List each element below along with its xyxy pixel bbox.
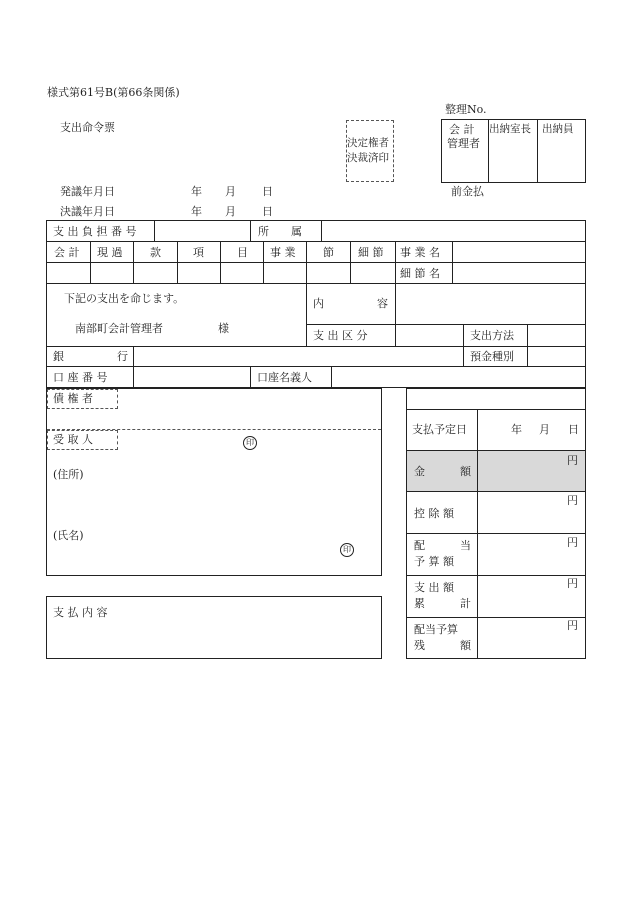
grid-line: [527, 324, 528, 346]
grid-line: [154, 220, 155, 241]
grid-line: [350, 241, 351, 283]
decision-line-1: 決定権者: [347, 137, 389, 149]
yokin-shubetsu-label: 預金種別: [470, 350, 514, 363]
zangaku-label-2b: 額: [460, 639, 471, 652]
yoteibi-nen: 年: [511, 423, 522, 436]
approval-suitouin: 出納員: [542, 123, 574, 135]
kou-label: 項: [193, 246, 204, 259]
decision-line-2: 決裁済印: [347, 152, 389, 164]
grid-line: [133, 241, 134, 283]
grid-line: [306, 283, 307, 346]
grid-line: [46, 346, 586, 347]
grid-line: [527, 346, 528, 366]
yoteibi-hi: 日: [568, 423, 579, 436]
ginkou-label-b: 行: [117, 350, 128, 363]
kingaku-label-a: 金: [414, 465, 425, 478]
grid-line: [395, 241, 396, 283]
order-line-2: 南部町会計管理者: [75, 322, 163, 335]
yen-3: 円: [567, 536, 578, 549]
setsu-label: 節: [323, 246, 334, 259]
grid-line: [331, 366, 332, 388]
yen-1: 円: [567, 454, 578, 467]
zangaku-label-2a: 残: [414, 639, 425, 652]
grid-line: [463, 346, 464, 366]
grid-line: [452, 241, 453, 283]
form-style-note: 様式第61号B(第66条関係): [47, 86, 180, 99]
kaikei-label: 会 計: [54, 246, 80, 259]
moku-label: 目: [237, 246, 248, 259]
yen-4: 円: [567, 577, 578, 590]
grid-line: [306, 324, 586, 325]
ketsugi-nen: 年: [191, 205, 202, 218]
zangaku-label-1: 配当予算: [414, 623, 458, 636]
grid-line: [395, 283, 586, 284]
yen-5: 円: [567, 619, 578, 632]
grid-line: [46, 241, 586, 242]
maekinbarai-label: 前金払: [451, 185, 484, 198]
order-sama: 様: [218, 322, 229, 335]
uketorinin-label: 受 取 人: [53, 433, 93, 446]
kingaku-label-b: 額: [460, 465, 471, 478]
grid-line: [250, 366, 251, 388]
grid-line: [477, 409, 478, 659]
ruikei-label-2a: 累: [414, 597, 425, 610]
grid-line: [406, 617, 586, 618]
haitou-label-2: 予 算 額: [414, 555, 454, 568]
grid-line: [306, 241, 307, 283]
naiyou-label-b: 容: [377, 297, 388, 310]
grid-line: [220, 241, 221, 283]
ginkou-label-a: 銀: [53, 350, 64, 363]
order-line-1: 下記の支出を命じます。: [64, 292, 185, 305]
haitou-label-1b: 当: [460, 539, 471, 552]
grid-line: [133, 346, 134, 388]
hatsugi-nen: 年: [191, 185, 202, 198]
small-seal-icon: 印: [243, 436, 257, 450]
hatsugi-label: 発議年月日: [60, 185, 115, 198]
shishutsu-kubun-label: 支 出 区 分: [313, 329, 368, 342]
grid-line: [46, 366, 586, 367]
grid-line: [46, 283, 395, 284]
grid-line: [90, 241, 91, 283]
seiri-no-label: 整理No.: [445, 103, 487, 116]
ruikei-label-2b: 計: [460, 597, 471, 610]
yen-2: 円: [567, 494, 578, 507]
grid-line: [263, 241, 264, 283]
ketsugi-hi: 日: [262, 205, 273, 218]
gen-ka-label: 現 過: [97, 246, 123, 259]
approval-kaikei: 会 計: [449, 123, 475, 136]
decision-stamp-box: [346, 120, 394, 182]
ketsugi-tsuki: 月: [225, 205, 236, 218]
yoteibi-label: 支払予定日: [412, 423, 467, 436]
grid-line: [406, 491, 586, 492]
jigyou-label: 事 業: [270, 246, 296, 259]
grid-line: [406, 533, 586, 534]
payee-box: [46, 388, 382, 576]
grid-line: [406, 450, 586, 451]
kouza-meigi-label: 口座名義人: [257, 371, 312, 384]
grid-line: [46, 262, 586, 263]
grid-line: [395, 283, 396, 346]
hatsugi-hi: 日: [262, 185, 273, 198]
form-title: 支出命令票: [60, 121, 115, 134]
saikensha-label: 債 権 者: [53, 392, 93, 405]
approval-suitou-shitsucho: 出納室長: [489, 123, 531, 135]
shishutsu-houhou-label: 支出方法: [470, 329, 514, 342]
shozoku-label: 所 属: [258, 225, 302, 238]
hatsugi-tsuki: 月: [225, 185, 236, 198]
yoteibi-tsuki: 月: [539, 423, 550, 436]
kan-label: 款: [150, 246, 161, 259]
grid-line: [406, 409, 586, 410]
saisetsu-mei-label: 細 節 名: [400, 267, 440, 280]
seal-icon: 印: [340, 543, 354, 557]
koujo-label: 控 除 額: [414, 507, 454, 520]
haitou-label-1a: 配: [414, 539, 425, 552]
grid-line: [406, 575, 586, 576]
ruikei-label-1: 支 出 額: [414, 581, 454, 594]
approval-divider: [537, 119, 538, 183]
approval-kanrisha: 管理者: [447, 137, 480, 150]
grid-line: [177, 241, 178, 283]
grid-line: [463, 324, 464, 346]
juusho-label: (住所): [53, 468, 84, 481]
shishutsu-futan-label: 支 出 負 担 番 号: [53, 225, 137, 238]
grid-line: [321, 220, 322, 241]
shimei-label: (氏名): [53, 529, 84, 542]
ketsugi-label: 決議年月日: [60, 205, 115, 218]
naiyou-label-a: 内: [313, 297, 324, 310]
shiharai-naiyou-label: 支 払 内 容: [53, 606, 108, 619]
kingaku-shaded: [407, 451, 585, 491]
kouza-bangou-label: 口 座 番 号: [53, 371, 108, 384]
saisetsu-label: 細 節: [358, 246, 384, 259]
grid-line: [250, 220, 251, 241]
jigyou-mei-label: 事 業 名: [400, 246, 440, 259]
